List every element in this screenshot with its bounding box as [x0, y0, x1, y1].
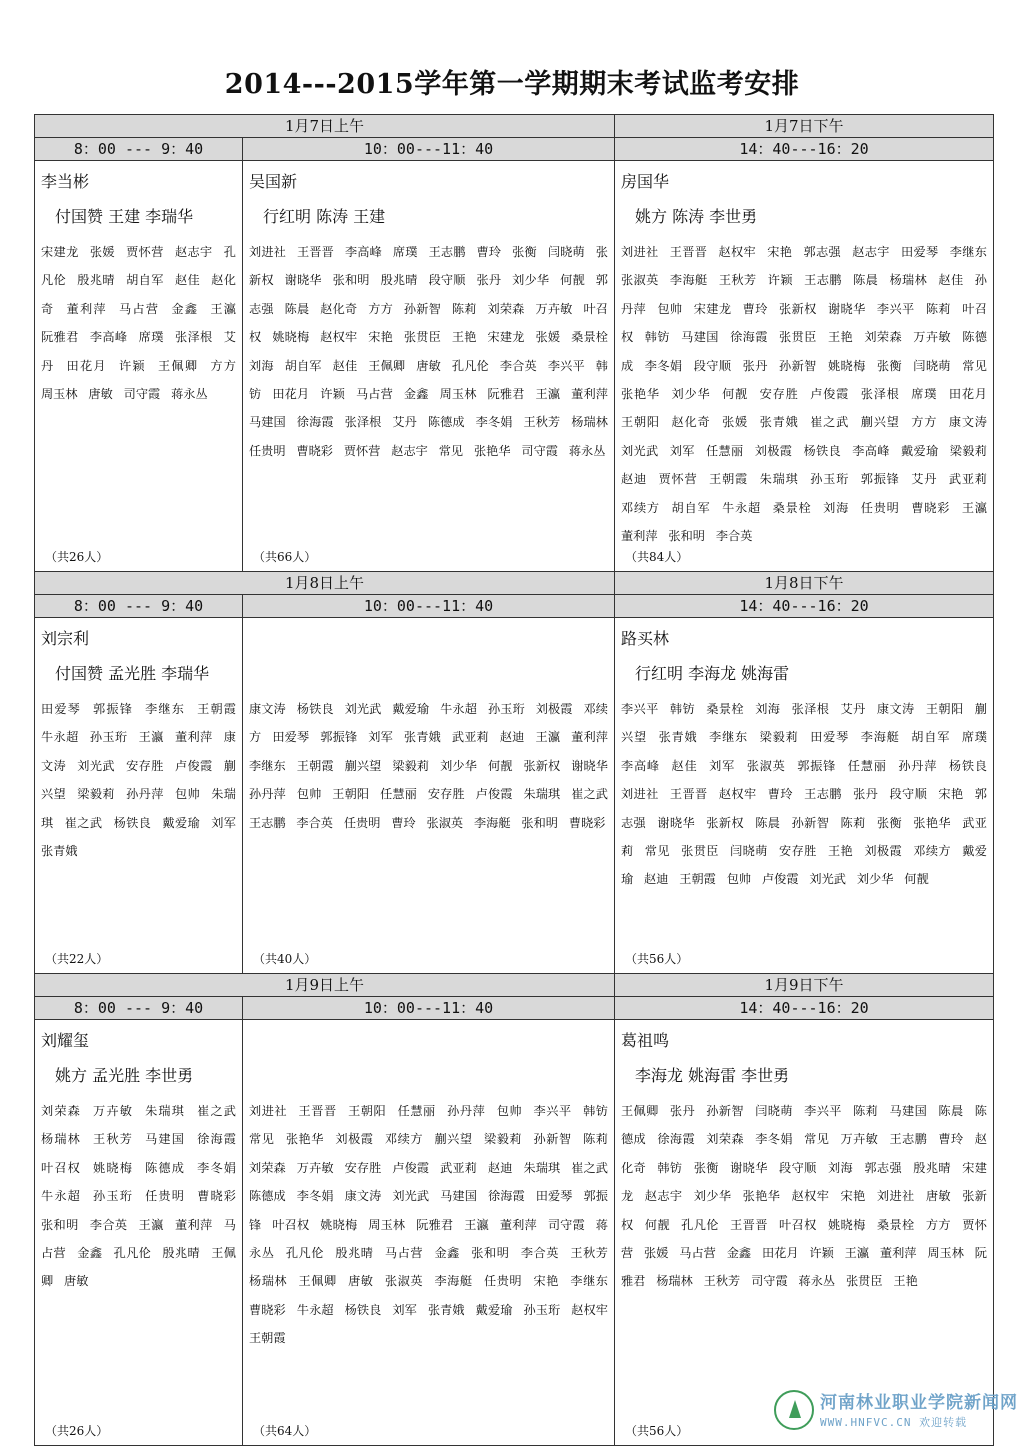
session-cell [243, 618, 615, 974]
lead-invigilators: 行红明 陈涛 王建 [263, 207, 386, 226]
invigilator-total: （共26人） [45, 550, 109, 564]
invigilator-total: （共56人） [625, 1424, 689, 1438]
invigilator-names: 康文涛 杨铁良 刘光武 戴爱瑜 牛永超 孙玉珩 刘极霞 邓续方 田爱琴 郭振锋 刘军 张青娥 武亚莉 赵迪 王瀛 董利萍 李继东 王朝霞 蒯兴望 梁毅莉 刘少华 何靓 张新权 谢晓华 孙丹萍 包帅 王朝阳 任慧丽 安存胜 卢俊霞 朱瑞琪 崔之武 王志鹏 李合英 任贵明 曹玲 张淑英 李海艇 张和明 曹晓彩 [249, 702, 608, 830]
invigilation-schedule-table [34, 114, 994, 1446]
lead-invigilators [249, 661, 608, 687]
invigilator-names: 李兴平 韩钫 桑景栓 刘海 张泽根 艾丹 康文涛 王朝阳 蒯兴望 张青娥 李继东 梁毅莉 田爱琴 李海艇 胡自军 席璞 李高峰 赵佳 刘军 张淑英 郭振锋 任慧丽 孙丹萍 杨铁良 刘进社 王晋晋 赵权牢 曹玲 王志鹏 张丹 段守顺 宋艳 郭志强 谢晓华 张新权 陈晨 孙新智 陈莉 张衡 张艳华 武亚莉 常见 张贯臣 闫晓萌 安存胜 王艳 刘极霞 邓续方 戴爱瑜 赵迪 王朝霞 包帅 卢俊霞 刘光武 刘少华 何靓 [621, 702, 987, 887]
session-time: 10：00---11：40 [243, 997, 615, 1020]
chief-invigilator: 吴国新 [249, 172, 298, 191]
session-time: 10：00---11：40 [243, 138, 615, 161]
invigilator-total: （共40人） [253, 952, 317, 966]
session-time: 14：40---16：20 [615, 997, 994, 1020]
invigilator-total: （共66人） [253, 550, 317, 564]
chief-invigilator: 李当彬 [41, 172, 90, 191]
day-am-label: 1月7日上午 [35, 115, 615, 138]
session-cell [615, 618, 994, 974]
day-pm-label: 1月8日下午 [615, 572, 994, 595]
page-title: 2014---2015学年第一学期期末考试监考安排 [224, 69, 800, 100]
session-cell [615, 161, 994, 572]
invigilator-total: （共22人） [45, 952, 109, 966]
session-cell [35, 618, 243, 974]
chief-invigilator: 刘宗利 [41, 629, 90, 648]
lead-invigilators: 李海龙 姚海雷 李世勇 [635, 1066, 790, 1085]
session-time: 10：00---11：40 [243, 595, 615, 618]
lead-invigilators: 姚方 陈涛 李世勇 [635, 207, 758, 226]
invigilator-names: 宋建龙 张媛 贾怀营 赵志宇 孔凡伦 殷兆晴 胡自军 赵佳 赵化奇 董利萍 马占营 金鑫 王瀛 阮雅君 李高峰 席璞 张泽根 艾丹 田花月 许颖 王佩卿 方方 周玉林 唐敏 司守霞 蒋永丛 [41, 245, 236, 402]
session-cell [243, 1020, 615, 1446]
school-logo-icon [774, 1390, 814, 1430]
lead-invigilators [249, 1063, 608, 1089]
day-am-label: 1月8日上午 [35, 572, 615, 595]
invigilator-names: 刘荣森 万卉敏 朱瑞琪 崔之武 杨瑞林 王秋芳 马建国 徐海霞 叶召权 姚晓梅 陈德成 李冬娟 牛永超 孙玉珩 任贵明 曹晓彩 张和明 李合英 王瀛 董利萍 马占营 金鑫 孔凡伦 殷兆晴 王佩卿 唐敏 [41, 1104, 236, 1289]
invigilator-total: （共26人） [45, 1424, 109, 1438]
invigilator-total: （共84人） [625, 550, 689, 564]
invigilator-names: 刘进社 王晋晋 赵权牢 宋艳 郭志强 赵志宇 田爱琴 李继东 张淑英 李海艇 王秋芳 许颖 王志鹏 陈晨 杨瑞林 赵佳 孙丹萍 包帅 宋建龙 曹玲 张新权 谢晓华 李兴平 陈莉 叶召权 韩钫 马建国 徐海霞 张贯臣 王艳 刘荣森 万卉敏 陈德成 李冬娟 段守顺 张丹 孙新智 姚晓梅 张衡 闫晓萌 常见 张艳华 刘少华 何靓 安存胜 卢俊霞 张泽根 席璞 田花月 王朝阳 赵化奇 张媛 张青娥 崔之武 蒯兴望 方方 康文涛 刘光武 刘军 任慧丽 刘极霞 杨铁良 李高峰 戴爱瑜 梁毅莉 赵迪 贾怀营 王朝霞 朱瑞琪 孙玉珩 郭振锋 艾丹 武亚莉 邓续方 胡自军 牛永超 桑景栓 刘海 任贵明 曹晓彩 王瀛 董利萍 张和明 李合英 [621, 245, 987, 544]
watermark-name: 河南林业职业学院新闻网 [820, 1393, 1018, 1413]
lead-invigilators: 行红明 李海龙 姚海雷 [635, 664, 790, 683]
watermark-sub: WWW.HNFVC.CN 欢迎转载 [820, 1416, 968, 1429]
day-am-label: 1月9日上午 [35, 974, 615, 997]
session-cell [615, 1020, 994, 1446]
chief-invigilator [249, 626, 608, 652]
session-time: 14：40---16：20 [615, 595, 994, 618]
lead-invigilators: 付国赞 王建 李瑞华 [55, 207, 194, 226]
session-cell [243, 161, 615, 572]
session-time: 8：00 --- 9：40 [35, 997, 243, 1020]
chief-invigilator: 刘耀玺 [41, 1031, 90, 1050]
day-pm-label: 1月9日下午 [615, 974, 994, 997]
lead-invigilators: 姚方 孟光胜 李世勇 [55, 1066, 194, 1085]
chief-invigilator: 葛祖鸣 [621, 1031, 670, 1050]
session-cell [35, 161, 243, 572]
session-time: 14：40---16：20 [615, 138, 994, 161]
session-time: 8：00 --- 9：40 [35, 138, 243, 161]
chief-invigilator [249, 1028, 608, 1054]
invigilator-total: （共64人） [253, 1424, 317, 1438]
invigilator-names: 田爱琴 郭振锋 李继东 王朝霞 牛永超 孙玉珩 王瀛 董利萍 康文涛 刘光武 安存胜 卢俊霞 蒯兴望 梁毅莉 孙丹萍 包帅 朱瑞琪 崔之武 杨铁良 戴爱瑜 刘军 张青娥 [41, 702, 236, 859]
chief-invigilator: 路买林 [621, 629, 670, 648]
invigilator-total: （共56人） [625, 952, 689, 966]
invigilator-names: 刘进社 王晋晋 李高峰 席璞 王志鹏 曹玲 张衡 闫晓萌 张新权 谢晓华 张和明 殷兆晴 段守顺 张丹 刘少华 何靓 郭志强 陈晨 赵化奇 方方 孙新智 陈莉 刘荣森 万卉敏 叶召权 姚晓梅 赵权牢 宋艳 张贯臣 王艳 宋建龙 张媛 桑景栓 刘海 胡自军 赵佳 王佩卿 唐敏 孔凡伦 李合英 李兴平 韩钫 田花月 许颖 马占营 金鑫 周玉林 阮雅君 王瀛 董利萍 马建国 徐海霞 张泽根 艾丹 陈德成 李冬娟 王秋芳 杨瑞林 任贵明 曹晓彩 贾怀营 赵志宇 常见 张艳华 司守霞 蒋永丛 [249, 245, 608, 458]
session-cell [35, 1020, 243, 1446]
invigilator-names: 王佩卿 张丹 孙新智 闫晓萌 李兴平 陈莉 马建国 陈晨 陈德成 徐海霞 刘荣森 李冬娟 常见 万卉敏 王志鹏 曹玲 赵化奇 韩钫 张衡 谢晓华 段守顺 刘海 郭志强 殷兆晴 宋建龙 赵志宇 刘少华 张艳华 赵权牢 宋艳 刘进社 唐敏 张新权 何靓 孔凡伦 王晋晋 叶召权 姚晓梅 桑景栓 方方 贾怀营 张媛 马占营 金鑫 田花月 许颖 王瀛 董利萍 周玉林 阮雅君 杨瑞林 王秋芳 司守霞 蒋永丛 张贯臣 王艳 [621, 1104, 987, 1289]
lead-invigilators: 付国赞 孟光胜 李瑞华 [55, 664, 210, 683]
chief-invigilator: 房国华 [621, 172, 670, 191]
invigilator-names: 刘进社 王晋晋 王朝阳 任慧丽 孙丹萍 包帅 李兴平 韩钫 常见 张艳华 刘极霞 邓续方 蒯兴望 梁毅莉 孙新智 陈莉 刘荣森 万卉敏 安存胜 卢俊霞 武亚莉 赵迪 朱瑞琪 崔之武 陈德成 李冬娟 康文涛 刘光武 马建国 徐海霞 田爱琴 郭振锋 叶召权 姚晓梅 周玉林 阮雅君 王瀛 董利萍 司守霞 蒋永丛 孔凡伦 殷兆晴 马占营 金鑫 张和明 李合英 王秋芳 杨瑞林 王佩卿 唐敏 张淑英 李海艇 任贵明 宋艳 李继东 曹晓彩 牛永超 杨铁良 刘军 张青娥 戴爱瑜 孙玉珩 赵权牢 王朝霞 [249, 1104, 608, 1346]
session-time: 8：00 --- 9：40 [35, 595, 243, 618]
watermark [774, 1388, 1018, 1438]
day-pm-label: 1月7日下午 [615, 115, 994, 138]
